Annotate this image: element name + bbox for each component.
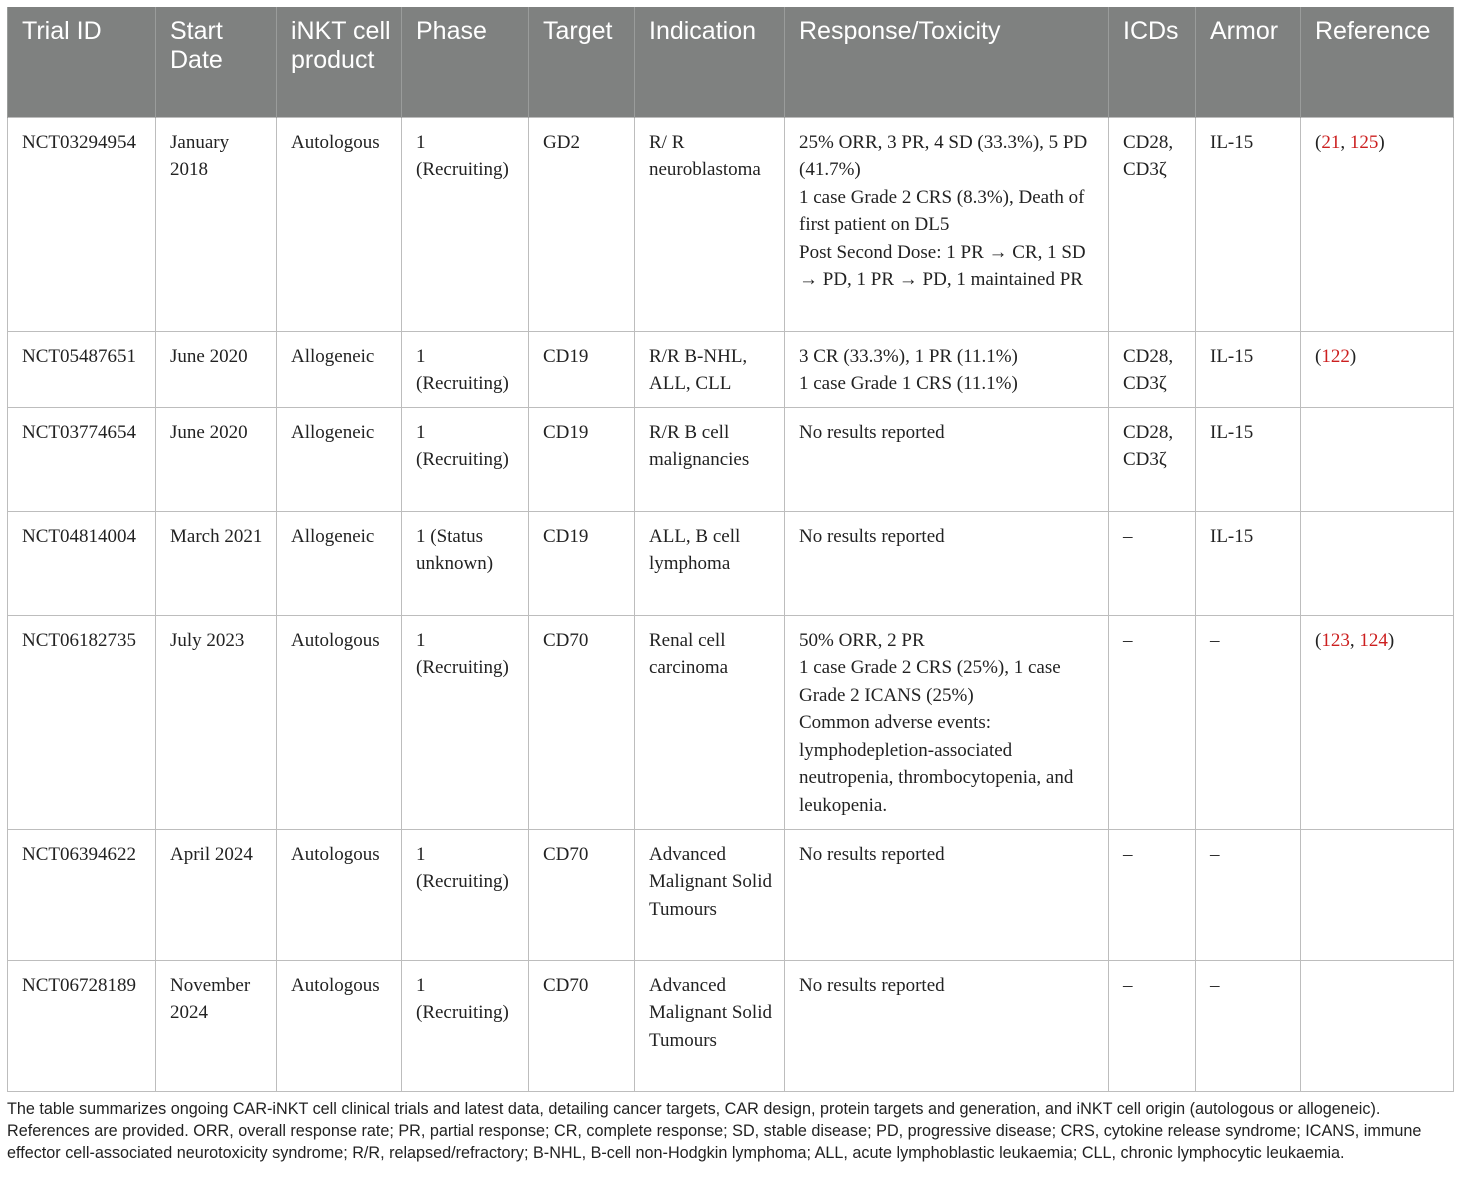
cell-indication: R/R B cell malignancies	[635, 407, 785, 511]
cell-trial-id: NCT06182735	[8, 615, 156, 829]
table-row	[8, 117, 1454, 331]
cell-icds: –	[1109, 511, 1196, 615]
cell-reference: (123, 124)	[1301, 615, 1454, 829]
cell-start-date: June 2020	[156, 407, 277, 511]
cell-trial-id: NCT06728189	[8, 960, 156, 1091]
cell-icds: –	[1109, 615, 1196, 829]
cell-inkt-product: Autologous	[277, 615, 402, 829]
cell-target: CD70	[529, 829, 635, 960]
cell-inkt-product: Autologous	[277, 829, 402, 960]
cell-armor: IL-15	[1196, 407, 1301, 511]
cell-reference	[1301, 960, 1454, 1091]
table-caption: The table summarizes ongoing CAR-iNKT cell clinical trials and latest data, detailing cancer targets, CAR design, protein targets and generation, and iNKT cell origin (autologous or allogeneic). References are provided. ORR, overall response rate; PR, partial response; CR, complete response; SD, stable disease; PD, progressive disease; CRS, cytokine release syndrome; ICANS, immune effector cell-associated neurotoxicity syndrome; R/R, relapsed/refractory; B-NHL, B-cell non-Hodgkin lymphoma; ALL, acute lymphoblastic leukaemia; CLL, chronic lymphocytic leukaemia.	[7, 1100, 1422, 1162]
table-body	[8, 117, 1454, 1091]
table-container	[7, 7, 1453, 1092]
cell-start-date: July 2023	[156, 615, 277, 829]
cell-target: CD19	[529, 407, 635, 511]
cell-indication: R/ R neuroblastoma	[635, 117, 785, 331]
header-phase: Phase	[402, 7, 529, 117]
cell-armor: –	[1196, 615, 1301, 829]
header-start-date: Start Date	[156, 7, 277, 117]
cell-trial-id: NCT04814004	[8, 511, 156, 615]
cell-start-date: January 2018	[156, 117, 277, 331]
cell-target: CD19	[529, 511, 635, 615]
response-line: 1 case Grade 2 CRS (8.3%), Death of first patient on DL5	[799, 186, 1085, 235]
cell-inkt-product: Allogeneic	[277, 407, 402, 511]
response-line: 1 case Grade 1 CRS (11.1%)	[799, 373, 1018, 394]
cell-response-toxicity	[785, 117, 1109, 331]
cell-reference	[1301, 407, 1454, 511]
cell-phase: 1 (Recruiting)	[402, 829, 529, 960]
cell-target: CD70	[529, 960, 635, 1091]
header-response-toxicity: Response/Toxicity	[785, 7, 1109, 117]
table-row	[8, 960, 1454, 1091]
table-row	[8, 407, 1454, 511]
cell-start-date: November 2024	[156, 960, 277, 1091]
response-line: Common adverse events: lymphodepletion-associated neutropenia, thrombocytopenia, and leukopenia.	[799, 712, 1074, 816]
response-line: No results reported	[799, 421, 945, 443]
cell-icds: –	[1109, 829, 1196, 960]
response-line: No results reported	[799, 843, 945, 865]
header-reference: Reference	[1301, 7, 1454, 117]
table-row	[8, 331, 1454, 407]
cell-phase: 1 (Recruiting)	[402, 407, 529, 511]
cell-response-toxicity	[785, 960, 1109, 1091]
header-indication: Indication	[635, 7, 785, 117]
cell-response-toxicity	[785, 407, 1109, 511]
header-target: Target	[529, 7, 635, 117]
cell-inkt-product: Autologous	[277, 960, 402, 1091]
reference-link[interactable]: 122	[1321, 345, 1350, 367]
response-line: No results reported	[799, 974, 945, 996]
cell-phase: 1 (Recruiting)	[402, 615, 529, 829]
cell-trial-id: NCT03294954	[8, 117, 156, 331]
table-row	[8, 615, 1454, 829]
cell-inkt-product: Allogeneic	[277, 511, 402, 615]
cell-indication: Renal cell carcinoma	[635, 615, 785, 829]
cell-response-toxicity	[785, 331, 1109, 407]
header-icds: ICDs	[1109, 7, 1196, 117]
cell-phase: 1 (Recruiting)	[402, 117, 529, 331]
cell-armor: IL-15	[1196, 117, 1301, 331]
header-row	[8, 7, 1454, 117]
cell-icds: CD28, CD3ζ	[1109, 117, 1196, 331]
cell-inkt-product: Autologous	[277, 117, 402, 331]
cell-armor: IL-15	[1196, 511, 1301, 615]
cell-inkt-product: Allogeneic	[277, 331, 402, 407]
cell-reference	[1301, 511, 1454, 615]
cell-reference	[1301, 829, 1454, 960]
cell-trial-id: NCT03774654	[8, 407, 156, 511]
response-line: 50% ORR, 2 PR	[799, 629, 925, 651]
cell-target: CD70	[529, 615, 635, 829]
cell-icds: CD28, CD3ζ	[1109, 407, 1196, 511]
cell-armor: –	[1196, 829, 1301, 960]
response-line: 25% ORR, 3 PR, 4 SD (33.3%), 5 PD (41.7%)	[799, 131, 1088, 180]
cell-start-date: April 2024	[156, 829, 277, 960]
table-row	[8, 829, 1454, 960]
reference-link[interactable]: 123	[1321, 629, 1350, 651]
cell-icds: CD28, CD3ζ	[1109, 331, 1196, 407]
cell-armor: –	[1196, 960, 1301, 1091]
cell-phase: 1 (Recruiting)	[402, 331, 529, 407]
clinical-trials-table	[7, 7, 1454, 1092]
response-line: 1 case Grade 2 CRS (25%), 1 case Grade 2 ICANS (25%)	[799, 657, 1061, 706]
header-armor: Armor	[1196, 7, 1301, 117]
cell-phase: 1 (Status unknown)	[402, 511, 529, 615]
cell-armor: IL-15	[1196, 331, 1301, 407]
cell-icds: –	[1109, 960, 1196, 1091]
response-line: Post Second Dose: 1 PR → CR, 1 SD → PD, 1 PR → PD, 1 maintained PR	[799, 241, 1086, 290]
header-trial-id: Trial ID	[8, 7, 156, 117]
cell-reference: (21, 125)	[1301, 117, 1454, 331]
cell-indication: Advanced Malignant Solid Tumours	[635, 960, 785, 1091]
cell-target: CD19	[529, 331, 635, 407]
cell-trial-id: NCT06394622	[8, 829, 156, 960]
reference-link[interactable]: 125	[1349, 131, 1379, 153]
cell-response-toxicity	[785, 829, 1109, 960]
cell-start-date: June 2020	[156, 331, 277, 407]
cell-target: GD2	[529, 117, 635, 331]
cell-reference: (122)	[1301, 331, 1454, 407]
cell-start-date: March 2021	[156, 511, 277, 615]
header-inkt-product: iNKT cell product	[277, 7, 402, 117]
cell-indication: Advanced Malignant Solid Tumours	[635, 829, 785, 960]
cell-indication: ALL, B cell lymphoma	[635, 511, 785, 615]
reference-link[interactable]: 21	[1321, 131, 1341, 153]
response-line: No results reported	[799, 525, 945, 547]
cell-trial-id: NCT05487651	[8, 331, 156, 407]
cell-phase: 1 (Recruiting)	[402, 960, 529, 1091]
reference-link[interactable]: 124	[1359, 629, 1388, 651]
response-line: 3 CR (33.3%), 1 PR (11.1%)	[799, 345, 1018, 367]
cell-response-toxicity	[785, 615, 1109, 829]
table-row	[8, 511, 1454, 615]
cell-indication: R/R B-NHL, ALL, CLL	[635, 331, 785, 407]
cell-response-toxicity	[785, 511, 1109, 615]
